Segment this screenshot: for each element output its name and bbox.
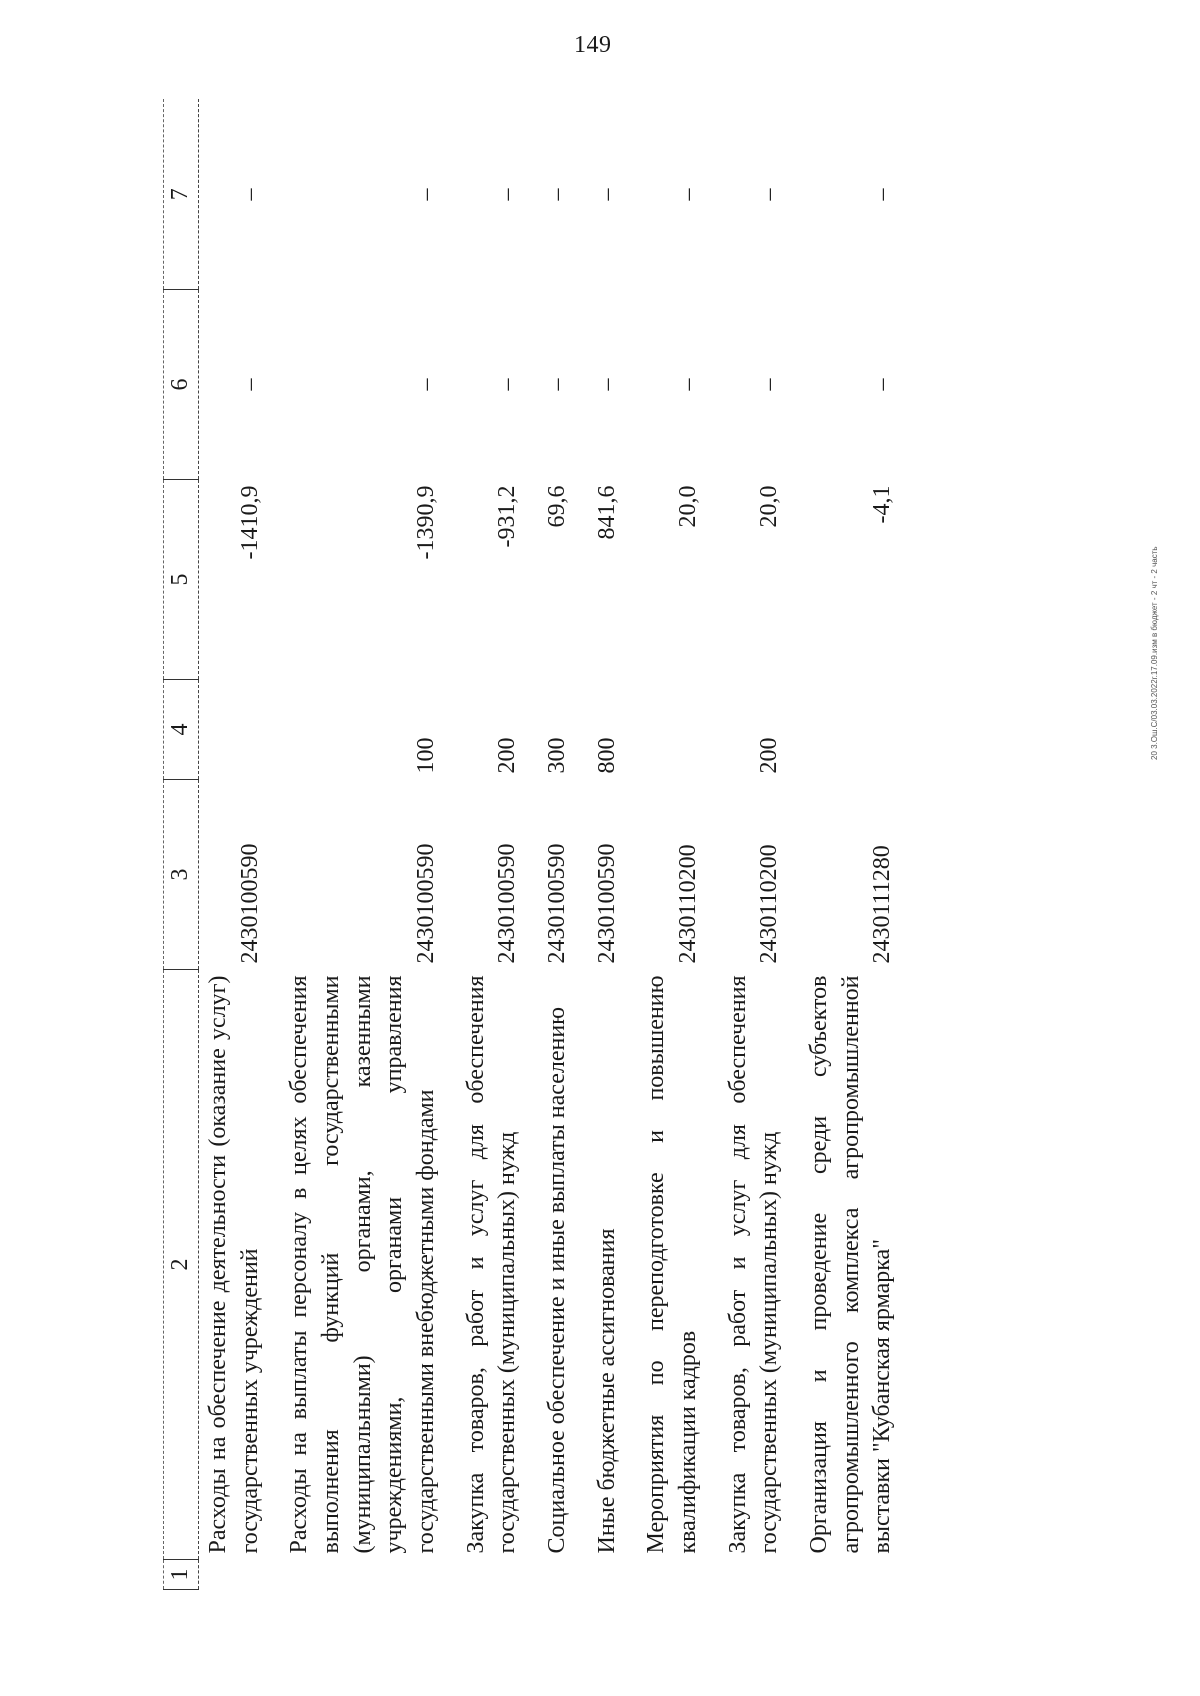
row-col7: –: [675, 188, 702, 201]
row-col6: –: [869, 378, 896, 391]
col-number: 7: [164, 100, 199, 290]
row-sum: 20,0: [756, 485, 783, 528]
column-number-row: [164, 100, 199, 1590]
col-number: 6: [164, 290, 199, 480]
col-number: 3: [164, 780, 199, 970]
row-col7: –: [236, 188, 263, 201]
row-name: Закупка товаров, работ и услуг для обеспечения государственных (муниципальных) нужд: [724, 975, 783, 1554]
row-target-code: 2430100590: [413, 843, 440, 964]
table-row: [719, 100, 800, 1590]
row-target-code: 2430100590: [544, 843, 571, 964]
row-col6: –: [756, 378, 783, 391]
row-name: Социальное обеспечение и иные выплаты населению: [544, 1006, 571, 1554]
page-number: 149: [574, 32, 612, 58]
row-name: Мероприятия по переподготовке и повышению квалификации кадров: [643, 975, 702, 1554]
row-name: Иные бюджетные ассигнования: [593, 1228, 620, 1554]
budget-table: [163, 100, 913, 1591]
row-col7: –: [593, 188, 620, 201]
row-expense-kind: [637, 680, 718, 780]
row-col6: –: [494, 378, 521, 391]
row-col6: –: [236, 378, 263, 391]
row-col7: –: [756, 188, 783, 201]
table-row: [588, 100, 638, 1590]
table-row: [199, 100, 281, 1590]
row-col6: –: [544, 378, 571, 391]
row-sum: -1410,9: [236, 485, 263, 560]
row-sum: 69,6: [544, 485, 571, 528]
table-row: [637, 100, 718, 1590]
row-col6: –: [675, 378, 702, 391]
row-expense-kind: 300: [544, 737, 571, 774]
col-number: 4: [164, 680, 199, 780]
row-sum: 841,6: [593, 485, 620, 540]
row-name: Закупка товаров, работ и услуг для обеспечения государственных (муниципальных) нужд: [462, 975, 521, 1554]
row-sum: -931,2: [494, 485, 521, 548]
row-col6: –: [413, 378, 440, 391]
row-col7: –: [869, 188, 896, 201]
row-sum: -4,1: [869, 485, 896, 524]
row-name: Организация и проведение среди субъектов агропромышленного комплекса агропромышленной выставки "Кубанская ярмарка": [806, 975, 896, 1554]
row-expense-kind: 800: [593, 737, 620, 774]
row-sum: 20,0: [675, 485, 702, 528]
row-col7: –: [413, 188, 440, 201]
row-expense-kind: 200: [756, 737, 783, 774]
row-sum: -1390,9: [413, 485, 440, 560]
col-number: 1: [164, 1560, 199, 1590]
table-row: [538, 100, 588, 1590]
table-row: [457, 100, 538, 1590]
row-expense-kind: [199, 680, 281, 780]
col-number: 5: [164, 480, 199, 680]
row-expense-kind: 200: [494, 737, 521, 774]
table-row: [800, 100, 913, 1590]
rotated-table-container: [163, 100, 1023, 1590]
footer-note: 20 3.Ош.С/03.03.2022г.17.09.изм в бюджет - 2 чт - 2 часть: [1150, 546, 1159, 760]
row-col7: –: [494, 188, 521, 201]
row-target-code: 2430100590: [593, 843, 620, 964]
row-expense-kind: 100: [413, 737, 440, 774]
row-target-code: 2430100590: [236, 843, 263, 964]
row-name: Расходы на выплаты персоналу в целях обеспечения выполнения функций государственными (муниципальными) органами, казенными учреждениями, органами управления государственными внебюджетными фондами: [286, 975, 440, 1554]
row-expense-kind: [800, 680, 913, 780]
row-col6: –: [593, 378, 620, 391]
row-target-code: 2430111280: [869, 845, 896, 964]
table-row: [280, 100, 456, 1590]
row-target-code: 2430110200: [756, 844, 783, 964]
row-col7: –: [544, 188, 571, 201]
row-name: Расходы на обеспечение деятельности (оказание услуг) государственных учреждений: [205, 975, 263, 1554]
row-target-code: 2430110200: [675, 844, 702, 964]
col-number: 2: [164, 970, 199, 1560]
row-target-code: 2430100590: [494, 843, 521, 964]
